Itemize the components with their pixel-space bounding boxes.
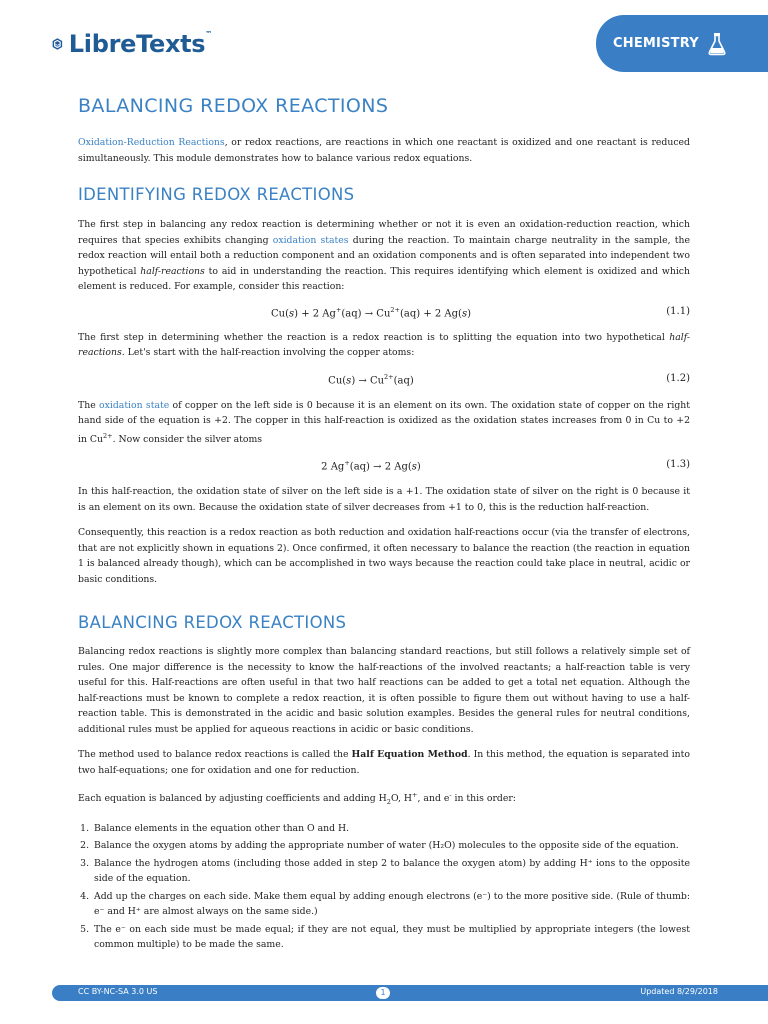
- section1-paragraph-1: The first step in balancing any redox reaction is determining whether or not it is even an oxidation-reduction reaction, which requires that species exhibits changing oxidation states during the reaction. To maintain charge neutrality in the sample, the redox reaction will entail both a reduction component and an oxidation components and is often separated into independent two hypothetical half-reactions to aid in understanding the reaction. This requires identifying which element is oxidized and which element is reduced. For example, consider this reaction:: [78, 219, 690, 292]
- equation-1-3-math: 2 Ag+(aq) → 2 Ag(s): [321, 459, 421, 473]
- list-item: 4. Add up the charges on each side. Make them equal by adding enough electrons (e⁻) to the more positive side. (Rule of thumb: e⁻ and H⁺ are almost always on the same side.): [92, 889, 690, 920]
- list-item: 5. The e⁻ on each side must be made equal; if they are not equal, they must be multiplied by appropriate integers (the lowest common multiple) to be made the same.: [92, 922, 690, 953]
- redox-reactions-link[interactable]: Oxidation-Reduction Reactions: [78, 137, 225, 148]
- libretexts-logo[interactable]: [52, 24, 212, 64]
- section-heading-identifying: IDENTIFYING REDOX REACTIONS: [78, 185, 355, 204]
- half-equation-steps: [78, 821, 690, 953]
- intro-paragraph: Oxidation-Reduction Reactions, or redox reactions, are reactions in which one reactant is oxidized and one reactant is reduced simultaneously. This module demonstrates how to balance various redox equations.: [78, 137, 691, 164]
- article-content: [78, 95, 690, 955]
- page-header: [0, 0, 768, 88]
- equation-number: (1.1): [666, 305, 690, 317]
- section1-paragraph-2: The first step in determining whether the reaction is a redox reaction is to splitting the equation into two hypothetical half-reactions. Let's start with the half-reaction involving the copper atoms:: [78, 331, 690, 358]
- equation-number: (1.2): [666, 372, 690, 384]
- section-heading-balancing: BALANCING REDOX REACTIONS: [78, 613, 347, 633]
- equation-1-3: [78, 453, 690, 481]
- equation-1-1-math: Cu(s) + 2 $Ag^+(aq) \to Cu^{2+}(aq) + 2$ Ag(s): [270, 305, 471, 319]
- section1-paragraph-4: In this half-reaction, the oxidation state of silver on the left side is a +1. The oxidation state of silver on the right is 0 because it is an element on its own. Because the oxidation state of silver decreases from +1 to 0, this is the reduction half-reaction.: [78, 486, 690, 513]
- list-item: 1. Balance elements in the equation other than O and H.: [92, 821, 690, 837]
- chemistry-banner[interactable]: [596, 15, 768, 72]
- page-footer: [52, 985, 768, 1001]
- equation-1-2: [78, 367, 690, 395]
- equation-number: (1.3): [666, 459, 690, 471]
- logo-wordmark: LibreTexts™: [68, 30, 212, 58]
- equation-1-1: [78, 300, 690, 328]
- list-item: 3. Balance the hydrogen atoms (including those added in step 2 to balance the oxygen atom) by adding H⁺ ions to the opposite side of the equation.: [92, 856, 690, 887]
- libretexts-logo-icon: [52, 25, 63, 63]
- flask-icon: [707, 32, 727, 56]
- section1-paragraph-5: Consequently, this reaction is a redox reaction as both reduction and oxidation half-reactions occur (via the transfer of electrons, that are not explicitly shown in equations 2). Once confirmed, it often necessary to balance the reaction (the reaction in equation 1 is balanced already though), which can be accomplished in two ways because the reaction could take place in neutral, acidic or basic conditions.: [78, 527, 690, 585]
- section2-paragraph-1: Balancing redox reactions is slightly more complex than balancing standard reactions, but still follows a relatively simple set of rules. One major difference is the necessity to know the half-reactions of the involved reactants; a half-reaction table is very useful for this. Half-reactions are often useful in that two half reactions can be added to get a total net equation. Although the half-reactions must be known to complete a redox reaction, it is often possible to figure them out without having to use a half-reaction table. This is demonstrated in the acidic and basic solution examples. Besides the general rules for neutral conditions, additional rules must be applied for aqueous reactions in acidic or basic conditions.: [78, 646, 690, 735]
- section2-paragraph-2: The method used to balance redox reactions is called the Half Equation Method. In this method, the equation is separated into two half-equations; one for oxidation and one for reduction.: [78, 749, 690, 776]
- section1-paragraph-3: The oxidation state of copper on the left side is 0 because it is an element on its own. The oxidation state of copper on the right hand side of the equation is +2. The copper in this half-reaction is oxidized as the oxidation states increases from 0 in Cu to +2 in $Cu^{2+}$. Now consider the silver atoms: [78, 399, 690, 445]
- updated-date: Updated 8/29/2018: [640, 987, 718, 996]
- page-title: BALANCING REDOX REACTIONS: [78, 95, 389, 117]
- license-text[interactable]: CC BY-NC-SA 3.0 US: [78, 987, 158, 996]
- list-item: 2. Balance the oxygen atoms by adding the appropriate number of water (H₂O) molecules to the opposite side of the equation.: [92, 838, 690, 854]
- oxidation-states-link[interactable]: oxidation states: [272, 234, 349, 246]
- oxidation-state-link[interactable]: oxidation state: [99, 399, 170, 411]
- chemistry-label: CHEMISTRY: [613, 36, 699, 51]
- section2-paragraph-3: Each equation is balanced by adjusting coefficients and adding $H_2O$, H+, and e- in this order:: [78, 791, 516, 807]
- page-number: 1: [375, 986, 391, 1000]
- equation-1-2-math: $Cu(s) \to Cu^{2+}(aq)$: [328, 372, 414, 386]
